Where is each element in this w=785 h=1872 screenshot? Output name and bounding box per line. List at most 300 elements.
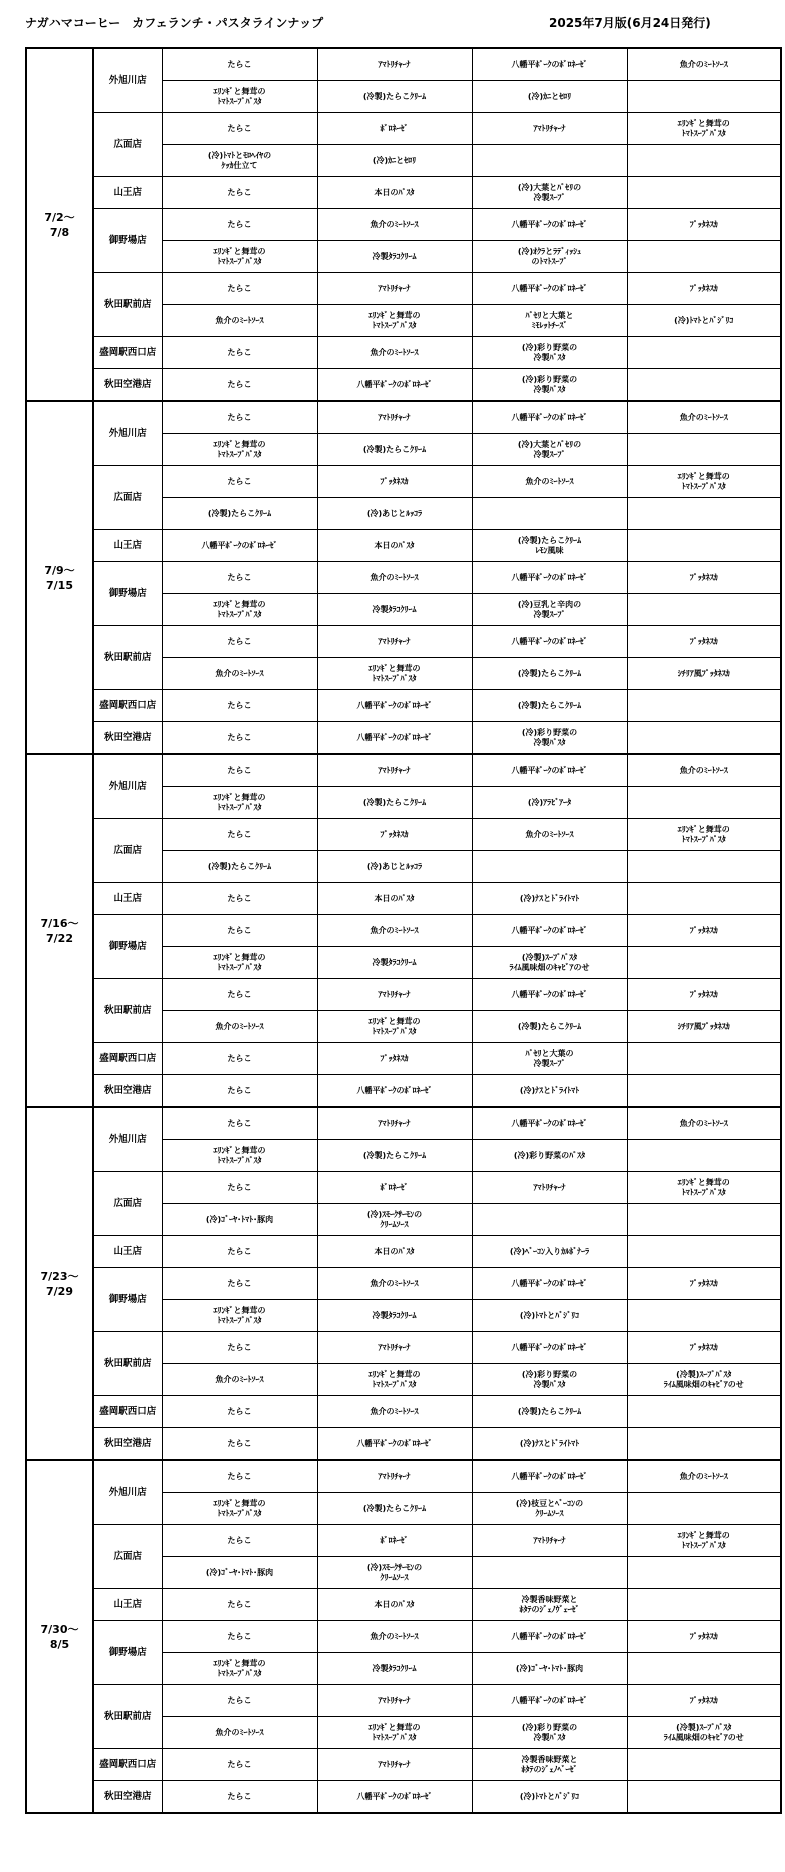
store-name: 山王店 xyxy=(93,1236,162,1268)
menu-item-cell: ﾌﾟｯﾀﾈｽｶ xyxy=(627,1332,781,1364)
menu-item-cell: (冷)ﾄﾏﾄとﾊﾞｼﾞﾘｺ xyxy=(627,305,781,337)
menu-item-cell: ｱﾏﾄﾘﾁｬｰﾅ xyxy=(317,1332,472,1364)
menu-item-cell: ｴﾘﾝｷﾞと舞茸の ﾄﾏﾄｽｰﾌﾟﾊﾟｽﾀ xyxy=(162,241,317,273)
store-name: 外旭川店 xyxy=(93,1460,162,1525)
menu-item-cell: ｴﾘﾝｷﾞと舞茸の ﾄﾏﾄｽｰﾌﾟﾊﾟｽﾀ xyxy=(317,658,472,690)
menu-item-cell: たらこ xyxy=(162,1781,317,1814)
menu-item-cell: (冷)ｵｸﾗとﾗﾃﾞｨｯｼｭ のﾄﾏﾄｽｰﾌﾟ xyxy=(472,241,627,273)
menu-item-cell: ﾌﾟｯﾀﾈｽｶ xyxy=(627,1621,781,1653)
menu-item-cell: ﾌﾟｯﾀﾈｽｶ xyxy=(627,915,781,947)
menu-item-cell: 魚介のﾐｰﾄｿｰｽ xyxy=(627,1107,781,1140)
menu-item-cell: 魚介のﾐｰﾄｿｰｽ xyxy=(472,819,627,851)
edition-date: 2025年7月版(6月24日発行) xyxy=(549,16,711,30)
table-row xyxy=(26,1043,781,1075)
menu-item-cell: たらこ xyxy=(162,1525,317,1557)
menu-item-cell: 八幡平ﾎﾟｰｸのﾎﾞﾛﾈｰｾﾞ xyxy=(472,1107,627,1140)
menu-item-cell: 八幡平ﾎﾟｰｸのﾎﾞﾛﾈｰｾﾞ xyxy=(317,722,472,755)
store-name: 御野場店 xyxy=(93,1621,162,1685)
table-row xyxy=(26,273,781,305)
menu-item-cell: 魚介のﾐｰﾄｿｰｽ xyxy=(162,658,317,690)
menu-item-cell: ｴﾘﾝｷﾞと舞茸の ﾄﾏﾄｽｰﾌﾟﾊﾟｽﾀ xyxy=(627,1525,781,1557)
store-name: 盛岡駅西口店 xyxy=(93,1396,162,1428)
menu-item-cell: 八幡平ﾎﾟｰｸのﾎﾞﾛﾈｰｾﾞ xyxy=(472,562,627,594)
store-name: 盛岡駅西口店 xyxy=(93,1749,162,1781)
menu-item-cell: ｴﾘﾝｷﾞと舞茸の ﾄﾏﾄｽｰﾌﾟﾊﾟｽﾀ xyxy=(627,1172,781,1204)
menu-item-cell: ﾌﾟｯﾀﾈｽｶ xyxy=(627,1268,781,1300)
menu-item-cell xyxy=(627,722,781,755)
menu-item-cell: 本日のﾊﾟｽﾀ xyxy=(317,530,472,562)
table-row xyxy=(26,1749,781,1781)
week-period-label: 7/2〜 7/8 xyxy=(26,48,93,401)
menu-item-cell: 本日のﾊﾟｽﾀ xyxy=(317,1236,472,1268)
menu-item-cell: たらこ xyxy=(162,722,317,755)
menu-item-cell: ﾌﾟｯﾀﾈｽｶ xyxy=(317,819,472,851)
menu-item-cell: たらこ xyxy=(162,177,317,209)
store-name: 広面店 xyxy=(93,1525,162,1589)
store-name: 広面店 xyxy=(93,1172,162,1236)
menu-item-cell: (冷製)たらこｸﾘｰﾑ xyxy=(472,690,627,722)
menu-item-cell: (冷)ｽﾓｰｸｻｰﾓﾝの ｸﾘｰﾑｿｰｽ xyxy=(317,1204,472,1236)
menu-item-cell: 八幡平ﾎﾟｰｸのﾎﾞﾛﾈｰｾﾞ xyxy=(472,273,627,305)
menu-item-cell: たらこ xyxy=(162,369,317,402)
table-row xyxy=(26,1460,781,1493)
menu-item-cell: 冷製ﾀﾗｺｸﾘｰﾑ xyxy=(317,594,472,626)
store-name: 秋田駅前店 xyxy=(93,1685,162,1749)
table-row xyxy=(26,1075,781,1108)
menu-item-cell: ｱﾏﾄﾘﾁｬｰﾅ xyxy=(472,1172,627,1204)
menu-item-cell: 本日のﾊﾟｽﾀ xyxy=(317,177,472,209)
menu-item-cell: たらこ xyxy=(162,113,317,145)
menu-item-cell: ｼﾁﾘｱ風ﾌﾟｯﾀﾈｽｶ xyxy=(627,1011,781,1043)
store-name: 広面店 xyxy=(93,113,162,177)
table-row xyxy=(26,177,781,209)
menu-item-cell: 魚介のﾐｰﾄｿｰｽ xyxy=(317,915,472,947)
menu-item-cell: 魚介のﾐｰﾄｿｰｽ xyxy=(627,401,781,434)
week-period-label: 7/30〜 8/5 xyxy=(26,1460,93,1813)
menu-item-cell: 八幡平ﾎﾟｰｸのﾎﾞﾛﾈｰｾﾞ xyxy=(472,626,627,658)
menu-item-cell: たらこ xyxy=(162,1172,317,1204)
menu-item-cell xyxy=(627,787,781,819)
menu-item-cell: ｴﾘﾝｷﾞと舞茸の ﾄﾏﾄｽｰﾌﾟﾊﾟｽﾀ xyxy=(162,594,317,626)
menu-item-cell: ﾌﾟｯﾀﾈｽｶ xyxy=(627,626,781,658)
menu-item-cell: 冷製ﾀﾗｺｸﾘｰﾑ xyxy=(317,1653,472,1685)
menu-item-cell xyxy=(627,851,781,883)
menu-item-cell: 魚介のﾐｰﾄｿｰｽ xyxy=(162,1364,317,1396)
table-row xyxy=(26,209,781,241)
menu-item-cell: (冷製)たらこｸﾘｰﾑ xyxy=(317,1493,472,1525)
store-name: 盛岡駅西口店 xyxy=(93,690,162,722)
menu-item-cell: ｴﾘﾝｷﾞと舞茸の ﾄﾏﾄｽｰﾌﾟﾊﾟｽﾀ xyxy=(162,81,317,113)
menu-item-cell: 本日のﾊﾟｽﾀ xyxy=(317,1589,472,1621)
table-row xyxy=(26,722,781,755)
menu-item-cell: (冷)ｱﾗﾋﾞｱｰﾀ xyxy=(472,787,627,819)
table-row xyxy=(26,1332,781,1364)
menu-item-cell: 魚介のﾐｰﾄｿｰｽ xyxy=(472,466,627,498)
menu-item-cell: 冷製香味野菜と ﾎﾀﾃのｼﾞｪﾉｳﾞｪｰｾﾞ xyxy=(472,1589,627,1621)
menu-item-cell: 八幡平ﾎﾟｰｸのﾎﾞﾛﾈｰｾﾞ xyxy=(472,1268,627,1300)
menu-item-cell: (冷)あじとﾙｯｺﾗ xyxy=(317,851,472,883)
menu-item-cell: たらこ xyxy=(162,1621,317,1653)
menu-item-cell: (冷製)たらこｸﾘｰﾑ xyxy=(317,81,472,113)
store-name: 山王店 xyxy=(93,883,162,915)
menu-item-cell: (冷)ﾄﾏﾄとﾊﾞｼﾞﾘｺ xyxy=(472,1300,627,1332)
menu-item-cell: 八幡平ﾎﾟｰｸのﾎﾞﾛﾈｰｾﾞ xyxy=(472,1621,627,1653)
menu-item-cell: (冷)大葉とﾊﾟｾﾘの 冷製ｽｰﾌﾟ xyxy=(472,177,627,209)
menu-item-cell: (冷)ﾅｽとﾄﾞﾗｲﾄﾏﾄ xyxy=(472,883,627,915)
store-name: 盛岡駅西口店 xyxy=(93,1043,162,1075)
menu-item-cell xyxy=(627,177,781,209)
table-row xyxy=(26,1172,781,1204)
table-row xyxy=(26,1589,781,1621)
table-row xyxy=(26,979,781,1011)
menu-item-cell: たらこ xyxy=(162,1268,317,1300)
menu-item-cell: たらこ xyxy=(162,1236,317,1268)
menu-item-cell: ｱﾏﾄﾘﾁｬｰﾅ xyxy=(317,626,472,658)
menu-item-cell: ｴﾘﾝｷﾞと舞茸の ﾄﾏﾄｽｰﾌﾟﾊﾟｽﾀ xyxy=(627,466,781,498)
store-name: 秋田空港店 xyxy=(93,1075,162,1108)
menu-item-cell: 八幡平ﾎﾟｰｸのﾎﾞﾛﾈｰｾﾞ xyxy=(472,915,627,947)
menu-item-cell xyxy=(627,1493,781,1525)
menu-item-cell: たらこ xyxy=(162,466,317,498)
menu-item-cell: (冷製)たらこｸﾘｰﾑ xyxy=(162,498,317,530)
menu-item-cell: 八幡平ﾎﾟｰｸのﾎﾞﾛﾈｰｾﾞ xyxy=(162,530,317,562)
table-row xyxy=(26,337,781,369)
menu-item-cell: (冷)枝豆とﾍﾞｰｺﾝの ｸﾘｰﾑｿｰｽ xyxy=(472,1493,627,1525)
menu-item-cell: (冷製)たらこｸﾘｰﾑ xyxy=(162,851,317,883)
menu-item-cell xyxy=(627,337,781,369)
menu-item-cell xyxy=(627,690,781,722)
store-name: 外旭川店 xyxy=(93,401,162,466)
menu-item-cell: たらこ xyxy=(162,1428,317,1461)
menu-item-cell: 八幡平ﾎﾟｰｸのﾎﾞﾛﾈｰｾﾞ xyxy=(472,979,627,1011)
table-row xyxy=(26,113,781,145)
menu-item-cell: 魚介のﾐｰﾄｿｰｽ xyxy=(317,209,472,241)
menu-item-cell xyxy=(627,947,781,979)
table-row xyxy=(26,1525,781,1557)
store-name: 秋田空港店 xyxy=(93,1428,162,1461)
table-row xyxy=(26,1621,781,1653)
menu-item-cell: ｴﾘﾝｷﾞと舞茸の ﾄﾏﾄｽｰﾌﾟﾊﾟｽﾀ xyxy=(627,113,781,145)
store-name: 秋田駅前店 xyxy=(93,1332,162,1396)
table-row xyxy=(26,369,781,402)
store-name: 秋田空港店 xyxy=(93,369,162,402)
document-header xyxy=(25,14,760,34)
menu-item-cell: ｴﾘﾝｷﾞと舞茸の ﾄﾏﾄｽｰﾌﾟﾊﾟｽﾀ xyxy=(317,305,472,337)
table-row xyxy=(26,915,781,947)
menu-item-cell: (冷)彩り野菜の 冷製ﾊﾟｽﾀ xyxy=(472,722,627,755)
menu-item-cell: ﾌﾟｯﾀﾈｽｶ xyxy=(317,1043,472,1075)
menu-item-cell: 魚介のﾐｰﾄｿｰｽ xyxy=(162,305,317,337)
menu-item-cell: (冷製)ｽｰﾌﾟﾊﾟｽﾀ ﾗｲﾑ風味畑のｷｬﾋﾞｱのせ xyxy=(627,1364,781,1396)
menu-item-cell: (冷)彩り野菜の 冷製ﾊﾟｽﾀ xyxy=(472,1717,627,1749)
menu-item-cell: ｴﾘﾝｷﾞと舞茸の ﾄﾏﾄｽｰﾌﾟﾊﾟｽﾀ xyxy=(162,1653,317,1685)
menu-item-cell: ｴﾘﾝｷﾞと舞茸の ﾄﾏﾄｽｰﾌﾟﾊﾟｽﾀ xyxy=(162,1140,317,1172)
menu-item-cell: 八幡平ﾎﾟｰｸのﾎﾞﾛﾈｰｾﾞ xyxy=(317,1428,472,1461)
menu-item-cell: (冷製)たらこｸﾘｰﾑ xyxy=(317,787,472,819)
menu-item-cell: ｱﾏﾄﾘﾁｬｰﾅ xyxy=(317,1460,472,1493)
menu-item-cell xyxy=(627,1781,781,1814)
table-row xyxy=(26,1107,781,1140)
menu-item-cell: ｼﾁﾘｱ風ﾌﾟｯﾀﾈｽｶ xyxy=(627,658,781,690)
menu-item-cell: ﾎﾞﾛﾈｰｾﾞ xyxy=(317,1525,472,1557)
menu-item-cell: たらこ xyxy=(162,1396,317,1428)
menu-item-cell: たらこ xyxy=(162,754,317,787)
menu-item-cell: たらこ xyxy=(162,819,317,851)
menu-item-cell: ｴﾘﾝｷﾞと舞茸の ﾄﾏﾄｽｰﾌﾟﾊﾟｽﾀ xyxy=(317,1364,472,1396)
menu-item-cell: (冷)ｶﾆとｾﾛﾘ xyxy=(317,145,472,177)
menu-item-cell: (冷)彩り野菜の 冷製ﾊﾟｽﾀ xyxy=(472,337,627,369)
menu-item-cell: (冷製)たらこｸﾘｰﾑ xyxy=(472,1396,627,1428)
menu-item-cell: たらこ xyxy=(162,209,317,241)
menu-item-cell: (冷)ｺﾞｰﾔ･ﾄﾏﾄ･豚肉 xyxy=(162,1557,317,1589)
menu-item-cell xyxy=(472,498,627,530)
menu-item-cell: 魚介のﾐｰﾄｿｰｽ xyxy=(162,1717,317,1749)
menu-item-cell: ﾌﾟｯﾀﾈｽｶ xyxy=(627,209,781,241)
menu-item-cell: たらこ xyxy=(162,915,317,947)
menu-item-cell: ﾌﾟｯﾀﾈｽｶ xyxy=(627,273,781,305)
menu-item-cell: (冷製)たらこｸﾘｰﾑ xyxy=(317,1140,472,1172)
menu-item-cell xyxy=(627,434,781,466)
menu-item-cell: ﾌﾟｯﾀﾈｽｶ xyxy=(627,1685,781,1717)
menu-item-cell: 八幡平ﾎﾟｰｸのﾎﾞﾛﾈｰｾﾞ xyxy=(472,754,627,787)
menu-item-cell: 八幡平ﾎﾟｰｸのﾎﾞﾛﾈｰｾﾞ xyxy=(317,1075,472,1108)
menu-item-cell xyxy=(627,81,781,113)
store-name: 秋田空港店 xyxy=(93,722,162,755)
menu-item-cell: 冷製香味野菜と ﾎﾀﾃのｼﾞｪﾉﾍﾞｰｾﾞ xyxy=(472,1749,627,1781)
menu-item-cell: 八幡平ﾎﾟｰｸのﾎﾞﾛﾈｰｾﾞ xyxy=(317,369,472,402)
menu-item-cell: (冷)ﾅｽとﾄﾞﾗｲﾄﾏﾄ xyxy=(472,1428,627,1461)
menu-item-cell: たらこ xyxy=(162,48,317,81)
menu-item-cell: (冷製)たらこｸﾘｰﾑ xyxy=(317,434,472,466)
menu-item-cell: 魚介のﾐｰﾄｿｰｽ xyxy=(162,1011,317,1043)
menu-item-cell: たらこ xyxy=(162,979,317,1011)
menu-item-cell: ｴﾘﾝｷﾞと舞茸の ﾄﾏﾄｽｰﾌﾟﾊﾟｽﾀ xyxy=(162,434,317,466)
store-name: 御野場店 xyxy=(93,915,162,979)
store-name: 外旭川店 xyxy=(93,754,162,819)
menu-item-cell: 魚介のﾐｰﾄｿｰｽ xyxy=(317,1268,472,1300)
menu-item-cell: (冷製)たらこｸﾘｰﾑ ﾚﾓﾝ風味 xyxy=(472,530,627,562)
store-name: 秋田駅前店 xyxy=(93,979,162,1043)
table-row xyxy=(26,1428,781,1461)
table-row xyxy=(26,1236,781,1268)
menu-item-cell: 八幡平ﾎﾟｰｸのﾎﾞﾛﾈｰｾﾞ xyxy=(472,48,627,81)
menu-item-cell: 八幡平ﾎﾟｰｸのﾎﾞﾛﾈｰｾﾞ xyxy=(317,690,472,722)
menu-item-cell xyxy=(627,1589,781,1621)
menu-item-cell: ﾌﾟｯﾀﾈｽｶ xyxy=(627,979,781,1011)
menu-item-cell: 本日のﾊﾟｽﾀ xyxy=(317,883,472,915)
store-name: 盛岡駅西口店 xyxy=(93,337,162,369)
store-name: 山王店 xyxy=(93,530,162,562)
menu-item-cell: たらこ xyxy=(162,1749,317,1781)
document-title: ナガハマコーヒー カフェランチ・パスタラインナップ xyxy=(25,16,324,30)
menu-item-cell xyxy=(627,883,781,915)
menu-item-cell: (冷)ﾍﾞｰｺﾝ入りｶﾙﾎﾞﾅｰﾗ xyxy=(472,1236,627,1268)
table-row xyxy=(26,562,781,594)
menu-item-cell: ｴﾘﾝｷﾞと舞茸の ﾄﾏﾄｽｰﾌﾟﾊﾟｽﾀ xyxy=(317,1011,472,1043)
menu-item-cell: ｴﾘﾝｷﾞと舞茸の ﾄﾏﾄｽｰﾌﾟﾊﾟｽﾀ xyxy=(317,1717,472,1749)
menu-item-cell: ﾊﾟｾﾘと大葉の 冷製ｽｰﾌﾟ xyxy=(472,1043,627,1075)
menu-item-cell: ｱﾏﾄﾘﾁｬｰﾅ xyxy=(317,273,472,305)
menu-item-cell: ﾌﾟｯﾀﾈｽｶ xyxy=(627,562,781,594)
menu-item-cell: 魚介のﾐｰﾄｿｰｽ xyxy=(627,48,781,81)
menu-item-cell: (冷製)ｽｰﾌﾟﾊﾟｽﾀ ﾗｲﾑ風味畑のｷｬﾋﾞｱのせ xyxy=(627,1717,781,1749)
menu-item-cell xyxy=(627,1653,781,1685)
table-row xyxy=(26,754,781,787)
menu-item-cell: 冷製ﾀﾗｺｸﾘｰﾑ xyxy=(317,241,472,273)
menu-item-cell xyxy=(627,241,781,273)
menu-item-cell: たらこ xyxy=(162,1075,317,1108)
table-row xyxy=(26,530,781,562)
menu-item-cell: たらこ xyxy=(162,1043,317,1075)
store-name: 御野場店 xyxy=(93,209,162,273)
menu-item-cell: ｴﾘﾝｷﾞと舞茸の ﾄﾏﾄｽｰﾌﾟﾊﾟｽﾀ xyxy=(162,947,317,979)
menu-item-cell: ｴﾘﾝｷﾞと舞茸の ﾄﾏﾄｽｰﾌﾟﾊﾟｽﾀ xyxy=(162,787,317,819)
menu-item-cell: 八幡平ﾎﾟｰｸのﾎﾞﾛﾈｰｾﾞ xyxy=(472,1332,627,1364)
menu-item-cell: ｱﾏﾄﾘﾁｬｰﾅ xyxy=(317,1685,472,1717)
menu-item-cell: ﾎﾞﾛﾈｰｾﾞ xyxy=(317,1172,472,1204)
menu-item-cell: たらこ xyxy=(162,1107,317,1140)
menu-item-cell xyxy=(627,1557,781,1589)
menu-item-cell xyxy=(627,1140,781,1172)
table-row xyxy=(26,48,781,81)
menu-item-cell xyxy=(627,1236,781,1268)
menu-item-cell: 八幡平ﾎﾟｰｸのﾎﾞﾛﾈｰｾﾞ xyxy=(472,1685,627,1717)
menu-item-cell: ｱﾏﾄﾘﾁｬｰﾅ xyxy=(317,401,472,434)
menu-item-cell: (冷)ﾄﾏﾄとﾊﾞｼﾞﾘｺ xyxy=(472,1781,627,1814)
menu-item-cell xyxy=(627,1043,781,1075)
menu-item-cell: ﾊﾟｾﾘと大葉と ﾐﾓﾚｯﾄﾁｰｽﾞ xyxy=(472,305,627,337)
table-row xyxy=(26,626,781,658)
store-name: 秋田駅前店 xyxy=(93,626,162,690)
menu-item-cell xyxy=(627,1075,781,1108)
menu-item-cell: ｱﾏﾄﾘﾁｬｰﾅ xyxy=(472,1525,627,1557)
menu-item-cell xyxy=(627,1300,781,1332)
menu-item-cell: たらこ xyxy=(162,1460,317,1493)
menu-item-cell xyxy=(627,498,781,530)
menu-item-cell: 八幡平ﾎﾟｰｸのﾎﾞﾛﾈｰｾﾞ xyxy=(317,1781,472,1814)
menu-item-cell xyxy=(627,1396,781,1428)
table-row xyxy=(26,883,781,915)
menu-item-cell: たらこ xyxy=(162,401,317,434)
menu-item-cell xyxy=(472,1557,627,1589)
menu-item-cell: 八幡平ﾎﾟｰｸのﾎﾞﾛﾈｰｾﾞ xyxy=(472,1460,627,1493)
menu-item-cell: (冷)あじとﾙｯｺﾗ xyxy=(317,498,472,530)
table-row xyxy=(26,1781,781,1814)
menu-item-cell: ﾌﾟｯﾀﾈｽｶ xyxy=(317,466,472,498)
menu-item-cell: たらこ xyxy=(162,1589,317,1621)
menu-item-cell: ｱﾏﾄﾘﾁｬｰﾅ xyxy=(472,113,627,145)
pasta-lineup-table xyxy=(25,47,782,1814)
menu-item-cell xyxy=(627,369,781,402)
menu-item-cell: (冷)彩り野菜の 冷製ﾊﾟｽﾀ xyxy=(472,369,627,402)
store-name: 広面店 xyxy=(93,819,162,883)
store-name: 御野場店 xyxy=(93,562,162,626)
menu-item-cell: (冷)ｺﾞｰﾔ･ﾄﾏﾄ･豚肉 xyxy=(472,1653,627,1685)
menu-item-cell: 魚介のﾐｰﾄｿｰｽ xyxy=(317,1396,472,1428)
menu-item-cell: ﾎﾞﾛﾈｰｾﾞ xyxy=(317,113,472,145)
store-name: 広面店 xyxy=(93,466,162,530)
menu-item-cell xyxy=(627,594,781,626)
menu-item-cell xyxy=(627,1428,781,1461)
menu-item-cell: たらこ xyxy=(162,273,317,305)
table-row xyxy=(26,819,781,851)
menu-item-cell: ｱﾏﾄﾘﾁｬｰﾅ xyxy=(317,754,472,787)
menu-item-cell: ｱﾏﾄﾘﾁｬｰﾅ xyxy=(317,1107,472,1140)
menu-item-cell xyxy=(627,1204,781,1236)
menu-item-cell: たらこ xyxy=(162,690,317,722)
table-row xyxy=(26,401,781,434)
store-name: 山王店 xyxy=(93,177,162,209)
menu-item-cell: (冷)彩り野菜の 冷製ﾊﾟｽﾀ xyxy=(472,1364,627,1396)
menu-item-cell: (冷)大葉とﾊﾟｾﾘの 冷製ｽｰﾌﾟ xyxy=(472,434,627,466)
pasta-lineup-body xyxy=(26,48,781,1813)
menu-item-cell: (冷)ﾄﾏﾄとﾓﾛﾍｲﾔの ｹｯｶ仕立て xyxy=(162,145,317,177)
menu-item-cell: たらこ xyxy=(162,626,317,658)
menu-item-cell: たらこ xyxy=(162,337,317,369)
table-row xyxy=(26,690,781,722)
menu-item-cell: (冷製)たらこｸﾘｰﾑ xyxy=(472,658,627,690)
store-name: 山王店 xyxy=(93,1589,162,1621)
store-name: 外旭川店 xyxy=(93,1107,162,1172)
menu-item-cell: 冷製ﾀﾗｺｸﾘｰﾑ xyxy=(317,1300,472,1332)
table-row xyxy=(26,1268,781,1300)
menu-item-cell xyxy=(472,1204,627,1236)
menu-item-cell: たらこ xyxy=(162,562,317,594)
menu-item-cell: (冷)ﾅｽとﾄﾞﾗｲﾄﾏﾄ xyxy=(472,1075,627,1108)
store-name: 御野場店 xyxy=(93,1268,162,1332)
menu-item-cell: ｴﾘﾝｷﾞと舞茸の ﾄﾏﾄｽｰﾌﾟﾊﾟｽﾀ xyxy=(627,819,781,851)
menu-item-cell: 八幡平ﾎﾟｰｸのﾎﾞﾛﾈｰｾﾞ xyxy=(472,401,627,434)
week-period-label: 7/9〜 7/15 xyxy=(26,401,93,754)
table-row xyxy=(26,1685,781,1717)
table-row xyxy=(26,1396,781,1428)
week-period-label: 7/16〜 7/22 xyxy=(26,754,93,1107)
menu-item-cell: 魚介のﾐｰﾄｿｰｽ xyxy=(627,754,781,787)
menu-item-cell: 魚介のﾐｰﾄｿｰｽ xyxy=(627,1460,781,1493)
store-name: 秋田駅前店 xyxy=(93,273,162,337)
menu-item-cell: ｱﾏﾄﾘﾁｬｰﾅ xyxy=(317,1749,472,1781)
store-name: 外旭川店 xyxy=(93,48,162,113)
menu-item-cell: たらこ xyxy=(162,883,317,915)
menu-item-cell: 魚介のﾐｰﾄｿｰｽ xyxy=(317,562,472,594)
menu-item-cell: たらこ xyxy=(162,1685,317,1717)
menu-item-cell: たらこ xyxy=(162,1332,317,1364)
menu-item-cell: 冷製ﾀﾗｺｸﾘｰﾑ xyxy=(317,947,472,979)
menu-item-cell xyxy=(627,1749,781,1781)
menu-item-cell: (冷)ｶﾆとｾﾛﾘ xyxy=(472,81,627,113)
menu-item-cell: 魚介のﾐｰﾄｿｰｽ xyxy=(317,337,472,369)
week-period-label: 7/23〜 7/29 xyxy=(26,1107,93,1460)
menu-item-cell xyxy=(472,145,627,177)
store-name: 秋田空港店 xyxy=(93,1781,162,1814)
menu-item-cell: (冷製)たらこｸﾘｰﾑ xyxy=(472,1011,627,1043)
menu-item-cell: 魚介のﾐｰﾄｿｰｽ xyxy=(317,1621,472,1653)
table-row xyxy=(26,466,781,498)
menu-item-cell: (冷)豆乳と辛肉の 冷製ｽｰﾌﾟ xyxy=(472,594,627,626)
menu-item-cell xyxy=(472,851,627,883)
menu-item-cell: (冷)ｽﾓｰｸｻｰﾓﾝの ｸﾘｰﾑｿｰｽ xyxy=(317,1557,472,1589)
menu-item-cell: 八幡平ﾎﾟｰｸのﾎﾞﾛﾈｰｾﾞ xyxy=(472,209,627,241)
menu-item-cell xyxy=(627,145,781,177)
menu-item-cell: ｴﾘﾝｷﾞと舞茸の ﾄﾏﾄｽｰﾌﾟﾊﾟｽﾀ xyxy=(162,1300,317,1332)
menu-item-cell: (冷)ｺﾞｰﾔ･ﾄﾏﾄ･豚肉 xyxy=(162,1204,317,1236)
menu-item-cell xyxy=(627,530,781,562)
menu-item-cell: (冷製)ｽｰﾌﾟﾊﾟｽﾀ ﾗｲﾑ風味畑のｷｬﾋﾞｱのせ xyxy=(472,947,627,979)
menu-item-cell: ｱﾏﾄﾘﾁｬｰﾅ xyxy=(317,48,472,81)
menu-item-cell: ｱﾏﾄﾘﾁｬｰﾅ xyxy=(317,979,472,1011)
menu-item-cell: (冷)彩り野菜のﾊﾟｽﾀ xyxy=(472,1140,627,1172)
menu-item-cell: ｴﾘﾝｷﾞと舞茸の ﾄﾏﾄｽｰﾌﾟﾊﾟｽﾀ xyxy=(162,1493,317,1525)
